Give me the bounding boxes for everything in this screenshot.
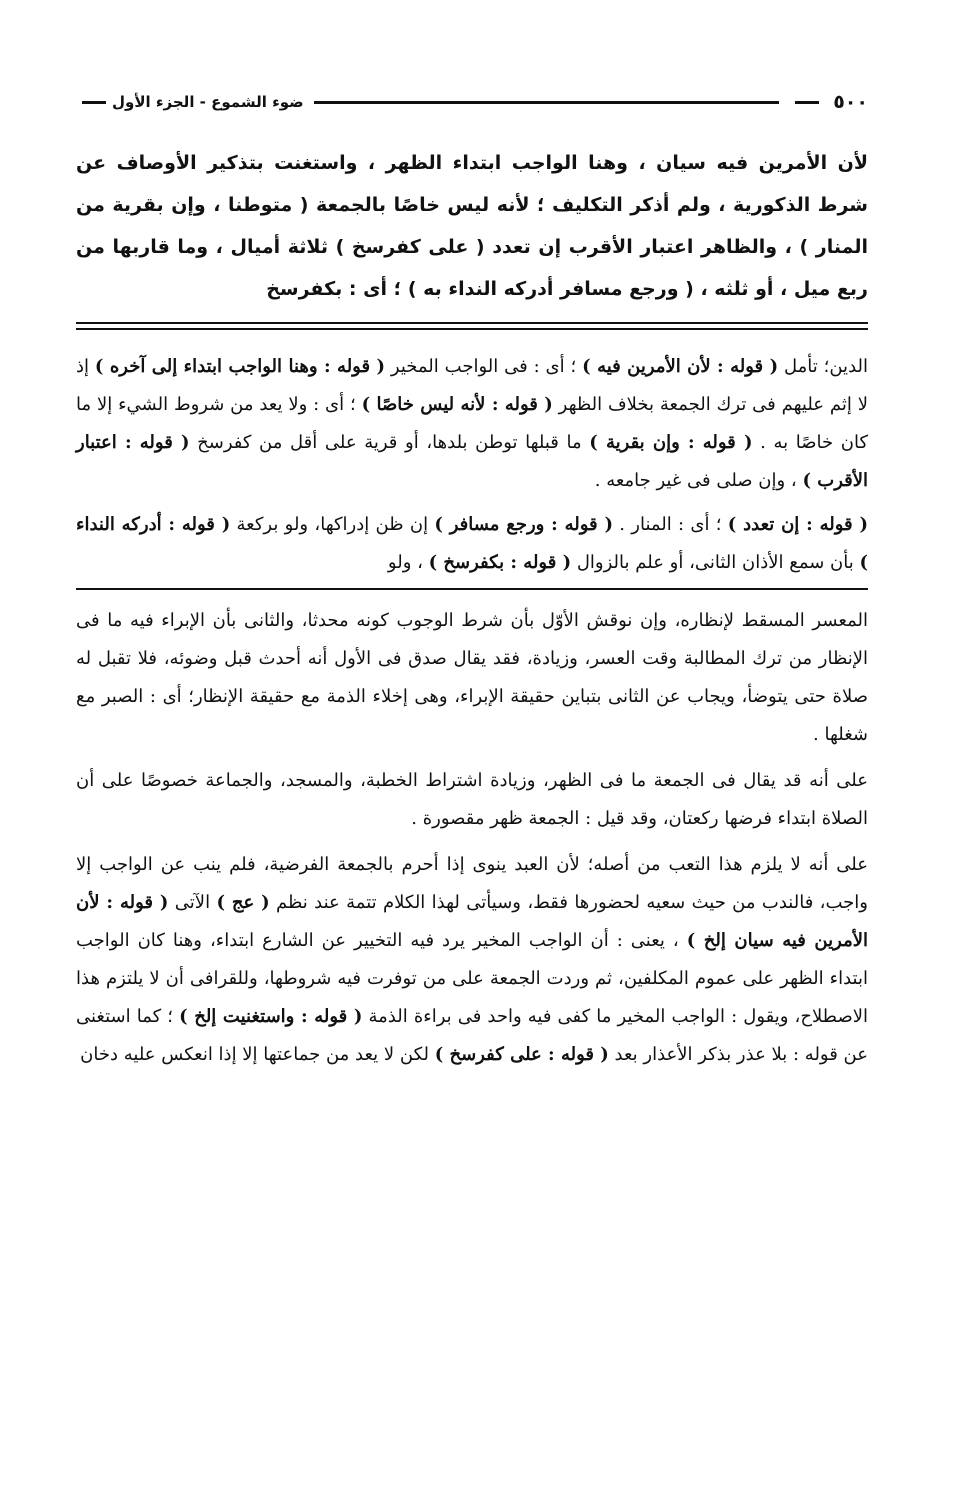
text-run: الآتى	[168, 892, 217, 913]
text-run: بأن سمع الأذان الثانى، أو علم بالزوال	[571, 552, 860, 573]
gloss-paragraph-1: المعسر المسقط لإنظاره، وإن نوقش الأوّل بأن شرط الوجوب كونه محدثا، والثانى بأن الإبراء فيه ما فى الإنظار من ترك المطالبة وقت العسر، وزيادة، فقد يقال صدق فى الأول أنه أحدث قبل وضوئه، فلا تقبل له صلاة حتى يتوضأ، ويجاب عن الثانى بتباين حقيقة الإبراء، وهى إخلاء الذمة مع حقيقة الإنظار؛ أى : الصبر مع شغلها .	[76, 610, 868, 745]
quoted-term: ( قوله : لأن الأمرين فيه سيان إلخ )	[76, 892, 868, 951]
quoted-term: ( قوله : واستغنيت إلخ )	[179, 1006, 363, 1027]
quoted-term: ( قوله : اعتبار الأقرب )	[76, 432, 868, 491]
text-run: على أنه لا يلزم هذا التعب من أصله؛ لأن العبد ينوى إذا أحرم بالجمعة الفرضية، فلم ينب عن الواجب إلا واجب، فالندب من حيث سعيه لحضورها فقط، وسيأتى لهذا الكلام تتمة عند نظم	[76, 854, 868, 913]
quoted-term: ( قوله : لأن الأمرين فيه )	[582, 356, 779, 377]
text-run: الدين؛ تأمل	[778, 356, 868, 377]
single-divider	[76, 588, 868, 590]
header-dash-end	[82, 101, 106, 104]
commentary-paragraph-1	[76, 348, 868, 500]
text-run: ، ولو	[387, 552, 429, 573]
book-title: ضوء الشموع - الجزء الأول	[112, 93, 304, 111]
quoted-term: ( قوله : وإن بقرية )	[589, 432, 753, 453]
double-divider	[76, 322, 868, 330]
text-run: ؛ أى : المنار .	[613, 514, 728, 535]
quoted-term: ( عج )	[216, 892, 270, 913]
gloss-paragraph-3	[76, 846, 868, 1074]
text-run: ، يعنى : أن الواجب المخير يرد فيه التخيير عن الشارع ابتداء، وهنا كان الواجب ابتداء الظهر على عموم المكلفين، ثم وردت الجمعة على من توفرت فيه شروطها، وللقرافى أن لا يلتزم هذا الاصطلاح، ويقول : الواجب المخير ما كفى فيه واحد فى براءة الذمة	[76, 930, 868, 1027]
text-run: ما قبلها توطن بلدها، أو قرية على أقل من كفرسخ	[189, 432, 590, 453]
quoted-term: ( قوله : إن تعدد )	[727, 514, 868, 535]
header-dash	[795, 101, 819, 104]
quoted-term: ( قوله : على كفرسخ )	[434, 1044, 609, 1065]
commentary-section	[76, 348, 868, 582]
page-header	[76, 86, 868, 118]
text-run: إذ لا إثم عليهم فى ترك الجمعة بخلاف الظهر	[76, 356, 868, 415]
main-text: لأن الأمرين فيه سيان ، وهنا الواجب ابتداء الظهر ، واستغنت بتذكير الأوصاف عن شرط الذكورية ، ولم أذكر التكليف ؛ لأنه ليس خاصًا بالجمعة ( متوطنا ، وإن بقرية من المنار ) ، والظاهر اعتبار الأقرب إن تعدد ( على كفرسخ ) ثلاثة أميال ، وما قاربها من ربع ميل ، أو ثلثه ، ( ورجع مسافر أدركه النداء به ) ؛ أى : بكفرسخ	[76, 152, 868, 300]
quoted-term: ( قوله : أدركه النداء )	[76, 514, 868, 573]
quoted-term: ( قوله : بكفرسخ )	[428, 552, 572, 573]
text-run: ؛ أى : فى الواجب المخير	[385, 356, 583, 377]
page-number: ٥٠٠	[833, 91, 868, 113]
page	[76, 86, 868, 1082]
gloss-section	[76, 602, 868, 1074]
text-run: ، وإن صلى فى غير جامعه .	[594, 470, 803, 491]
quoted-term: ( قوله : لأنه ليس خاصًا )	[361, 394, 553, 415]
text-run: لكن لا يعد من جماعتها إلا إذا انعكس عليه دخان	[80, 1044, 435, 1065]
quoted-term: ( قوله : وهنا الواجب ابتداء إلى آخره )	[94, 356, 386, 377]
text-run: ؛ أى : ولا يعد من شروط الشيء إلا ما كان خاصًا به .	[76, 394, 869, 453]
header-rule	[314, 101, 780, 104]
quoted-term: ( قوله : ورجع مسافر )	[434, 514, 613, 535]
gloss-paragraph-2: على أنه قد يقال فى الجمعة ما فى الظهر، وزيادة اشتراط الخطبة، والمسجد، والجماعة خصوصًا على أن الصلاة ابتداء فرضها ركعتان، وقد قيل : الجمعة ظهر مقصورة .	[76, 770, 868, 829]
commentary-paragraph-2	[76, 506, 868, 582]
text-run: ؛ كما استغنى عن قوله : بلا عذر بذكر الأعذار بعد	[76, 1006, 868, 1065]
text-run: إن ظن إدراكها، ولو بركعة	[230, 514, 435, 535]
